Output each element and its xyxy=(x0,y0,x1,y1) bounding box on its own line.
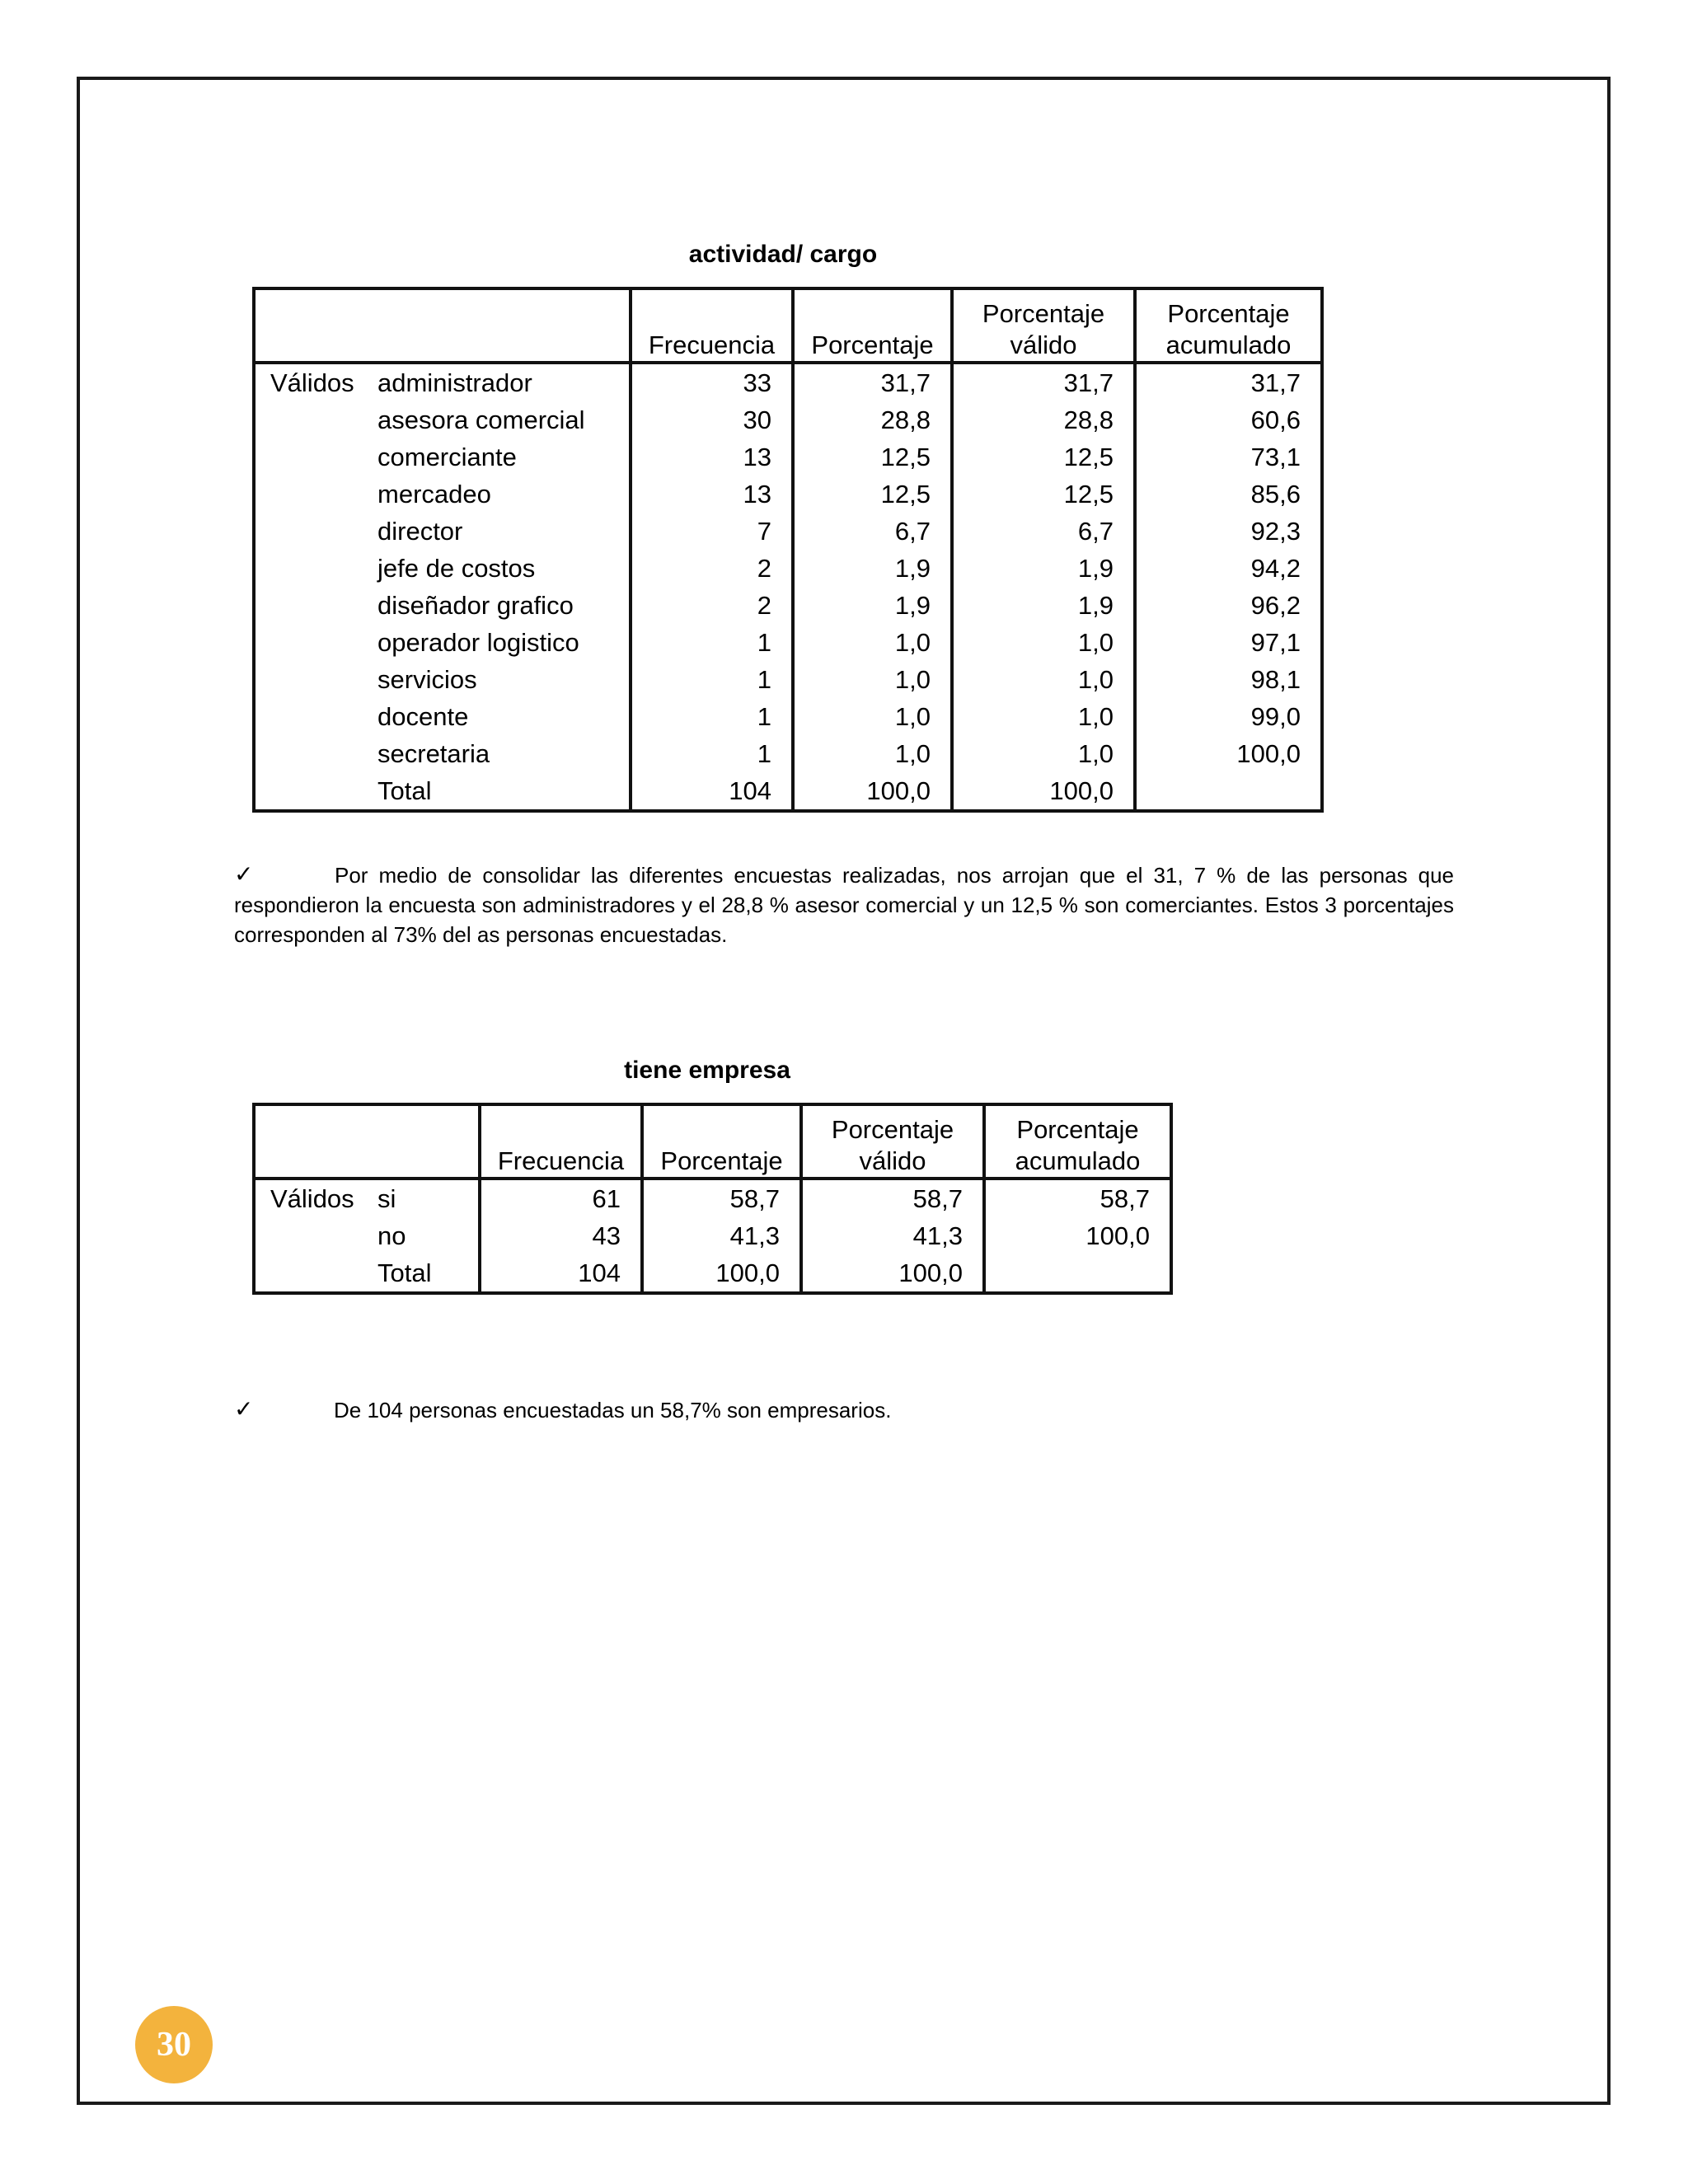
valid-percent-cell: 41,3 xyxy=(801,1217,984,1254)
percent-cell: 31,7 xyxy=(793,363,952,401)
page-number-badge: 30 xyxy=(135,2006,213,2083)
row-label: operador logistico xyxy=(377,624,631,661)
valid-percent-cell: 1,0 xyxy=(952,624,1135,661)
table-row xyxy=(254,363,1322,401)
table-row xyxy=(254,438,1322,476)
group-label xyxy=(254,1217,377,1254)
valid-percent-cell: 1,0 xyxy=(952,661,1135,698)
cumulative-percent-cell xyxy=(984,1254,1171,1293)
table-row xyxy=(254,1254,1171,1293)
cumulative-percent-cell xyxy=(1135,772,1322,811)
row-label: administrador xyxy=(377,363,631,401)
group-label xyxy=(254,476,377,513)
cumulative-percent-cell: 97,1 xyxy=(1135,624,1322,661)
percent-cell: 1,0 xyxy=(793,624,952,661)
group-label xyxy=(254,735,377,772)
group-label xyxy=(254,587,377,624)
cumulative-percent-cell: 96,2 xyxy=(1135,587,1322,624)
table-row xyxy=(254,624,1322,661)
row-label: si xyxy=(377,1179,480,1217)
group-label: Válidos xyxy=(254,363,377,401)
percent-cell: 12,5 xyxy=(793,476,952,513)
valid-percent-cell: 100,0 xyxy=(801,1254,984,1293)
frequency-cell: 7 xyxy=(631,513,793,550)
valid-percent-cell: 1,0 xyxy=(952,735,1135,772)
frequency-cell: 33 xyxy=(631,363,793,401)
frequency-cell: 30 xyxy=(631,401,793,438)
table-title: actividad/ cargo xyxy=(688,241,878,268)
cumulative-percent-cell: 60,6 xyxy=(1135,401,1322,438)
frequency-cell: 61 xyxy=(480,1179,642,1217)
cumulative-percent-cell: 85,6 xyxy=(1135,476,1322,513)
valid-percent-cell: 1,9 xyxy=(952,550,1135,587)
percent-cell: 1,0 xyxy=(793,661,952,698)
row-label: Total xyxy=(377,1254,480,1293)
summary-paragraph: Por medio de consolidar las diferentes encuestas realizadas, nos arrojan que el 31, 7 % de las personas que respondieron la encuesta son administradores y el 28,8 % asesor comercial y un 12,5 % son comerciantes. Estos 3 porcentajes corresponden al 73% del as personas encuestadas. xyxy=(234,863,1454,947)
group-label xyxy=(254,698,377,735)
group-label xyxy=(254,550,377,587)
frequency-cell: 1 xyxy=(631,624,793,661)
cumulative-percent-cell: 100,0 xyxy=(1135,735,1322,772)
table-row xyxy=(254,513,1322,550)
column-header: Porcentaje xyxy=(642,1104,801,1179)
percent-cell: 6,7 xyxy=(793,513,952,550)
valid-percent-cell: 12,5 xyxy=(952,438,1135,476)
percent-cell: 1,0 xyxy=(793,735,952,772)
check-icon: ✓ xyxy=(234,860,254,888)
frequency-cell: 13 xyxy=(631,438,793,476)
summary-paragraph: De 104 personas encuestadas un 58,7% son empresarios. xyxy=(334,1398,892,1422)
group-label xyxy=(254,624,377,661)
cumulative-percent-cell: 98,1 xyxy=(1135,661,1322,698)
frequency-table-tiene-empresa xyxy=(252,1103,1173,1295)
column-header: Porcentaje acumulado xyxy=(984,1104,1171,1179)
group-label: Válidos xyxy=(254,1179,377,1217)
valid-percent-cell: 6,7 xyxy=(952,513,1135,550)
cumulative-percent-cell: 31,7 xyxy=(1135,363,1322,401)
column-header: Frecuencia xyxy=(631,288,793,363)
table-row xyxy=(254,772,1322,811)
table-row xyxy=(254,476,1322,513)
row-label: comerciante xyxy=(377,438,631,476)
table-corner xyxy=(254,1104,480,1179)
row-label: Total xyxy=(377,772,631,811)
row-label: director xyxy=(377,513,631,550)
column-header: Porcentaje xyxy=(793,288,952,363)
frequency-cell: 43 xyxy=(480,1217,642,1254)
cumulative-percent-cell: 100,0 xyxy=(984,1217,1171,1254)
frequency-cell: 1 xyxy=(631,698,793,735)
percent-cell: 100,0 xyxy=(642,1254,801,1293)
frequency-cell: 2 xyxy=(631,550,793,587)
frequency-cell: 2 xyxy=(631,587,793,624)
percent-cell: 1,9 xyxy=(793,587,952,624)
frequency-cell: 1 xyxy=(631,735,793,772)
check-icon: ✓ xyxy=(234,1395,254,1422)
frequency-cell: 104 xyxy=(480,1254,642,1293)
frequency-table-actividad-cargo xyxy=(252,287,1324,813)
percent-cell: 1,9 xyxy=(793,550,952,587)
frequency-cell: 1 xyxy=(631,661,793,698)
valid-percent-cell: 31,7 xyxy=(952,363,1135,401)
row-label: mercadeo xyxy=(377,476,631,513)
percent-cell: 41,3 xyxy=(642,1217,801,1254)
group-label xyxy=(254,661,377,698)
row-label: diseñador grafico xyxy=(377,587,631,624)
row-label: secretaria xyxy=(377,735,631,772)
group-label xyxy=(254,401,377,438)
group-label xyxy=(254,772,377,811)
valid-percent-cell: 100,0 xyxy=(952,772,1135,811)
cumulative-percent-cell: 92,3 xyxy=(1135,513,1322,550)
valid-percent-cell: 1,0 xyxy=(952,698,1135,735)
table-title: tiene empresa xyxy=(624,1057,790,1084)
frequency-cell: 13 xyxy=(631,476,793,513)
frequency-cell: 104 xyxy=(631,772,793,811)
table-row xyxy=(254,661,1322,698)
table-row xyxy=(254,550,1322,587)
percent-cell: 12,5 xyxy=(793,438,952,476)
cumulative-percent-cell: 73,1 xyxy=(1135,438,1322,476)
column-header: Porcentaje acumulado xyxy=(1135,288,1322,363)
table-row xyxy=(254,587,1322,624)
valid-percent-cell: 58,7 xyxy=(801,1179,984,1217)
percent-cell: 58,7 xyxy=(642,1179,801,1217)
valid-percent-cell: 1,9 xyxy=(952,587,1135,624)
table-corner xyxy=(254,288,631,363)
table-row xyxy=(254,401,1322,438)
column-header: Frecuencia xyxy=(480,1104,642,1179)
percent-cell: 1,0 xyxy=(793,698,952,735)
row-label: docente xyxy=(377,698,631,735)
table-row xyxy=(254,735,1322,772)
valid-percent-cell: 28,8 xyxy=(952,401,1135,438)
cumulative-percent-cell: 94,2 xyxy=(1135,550,1322,587)
row-label: asesora comercial xyxy=(377,401,631,438)
row-label: servicios xyxy=(377,661,631,698)
cumulative-percent-cell: 99,0 xyxy=(1135,698,1322,735)
group-label xyxy=(254,1254,377,1293)
percent-cell: 28,8 xyxy=(793,401,952,438)
valid-percent-cell: 12,5 xyxy=(952,476,1135,513)
group-label xyxy=(254,438,377,476)
table-row xyxy=(254,698,1322,735)
table-row xyxy=(254,1217,1171,1254)
column-header: Porcentaje válido xyxy=(801,1104,984,1179)
row-label: jefe de costos xyxy=(377,550,631,587)
table-row xyxy=(254,1179,1171,1217)
column-header: Porcentaje válido xyxy=(952,288,1135,363)
group-label xyxy=(254,513,377,550)
cumulative-percent-cell: 58,7 xyxy=(984,1179,1171,1217)
row-label: no xyxy=(377,1217,480,1254)
percent-cell: 100,0 xyxy=(793,772,952,811)
